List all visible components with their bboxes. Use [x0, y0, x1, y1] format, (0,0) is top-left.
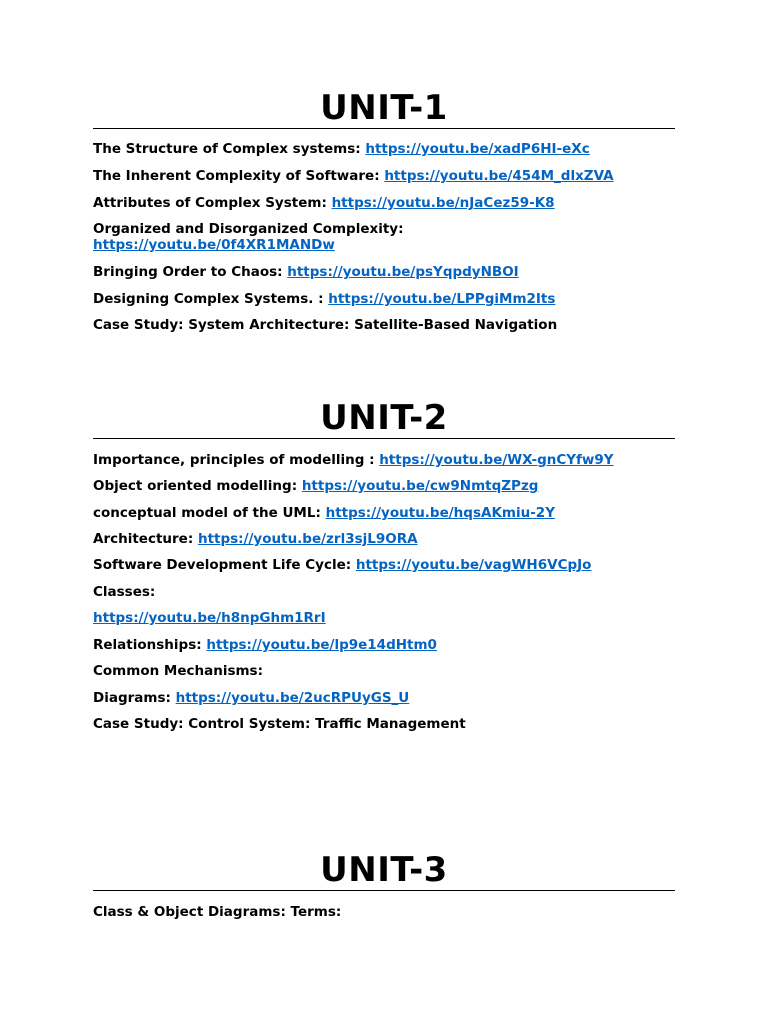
item-label: Organized and Disorganized Complexity:: [93, 221, 404, 237]
video-link[interactable]: https://youtu.be/0f4XR1MANDw: [93, 237, 335, 253]
unit-2-item-oo-modelling: [93, 478, 675, 494]
item-label: Class & Object Diagrams: Terms:: [93, 904, 342, 920]
video-link[interactable]: https://youtu.be/lp9e14dHtm0: [206, 637, 437, 653]
video-link[interactable]: https://youtu.be/vagWH6VCpJo: [355, 557, 592, 573]
unit-2-item-diagrams: [93, 690, 675, 706]
unit-1-item-organized-disorganized: [93, 221, 675, 237]
video-link[interactable]: https://youtu.be/2ucRPUyGS_U: [175, 690, 410, 706]
video-link[interactable]: https://youtu.be/cw9NmtqZPzg: [301, 478, 539, 494]
video-link[interactable]: https://youtu.be/454M_dlxZVA: [384, 168, 614, 184]
unit-1-item-case-study: [93, 317, 675, 333]
video-link[interactable]: https://youtu.be/xadP6HI-eXc: [365, 141, 590, 157]
unit-1-item-organized-disorganized-link: [93, 237, 675, 253]
unit-2-heading: UNIT-2: [320, 398, 448, 438]
item-label: Designing Complex Systems. :: [93, 291, 324, 307]
item-label: The Structure of Complex systems:: [93, 141, 361, 157]
item-label: Importance, principles of modelling :: [93, 452, 375, 468]
unit-1-divider: [93, 128, 675, 129]
video-link[interactable]: https://youtu.be/nJaCez59-K8: [331, 195, 555, 211]
unit-2-item-sdlc: [93, 557, 675, 573]
item-label: Software Development Life Cycle:: [93, 557, 352, 573]
item-label: Common Mechanisms:: [93, 663, 263, 679]
unit-1-item-structure: [93, 141, 675, 157]
unit-1-item-attributes: [93, 195, 675, 211]
item-label: The Inherent Complexity of Software:: [93, 168, 380, 184]
item-label: Diagrams:: [93, 690, 171, 706]
item-label: Bringing Order to Chaos:: [93, 264, 283, 280]
unit-2-item-relationships: [93, 637, 675, 653]
item-label: conceptual model of the UML:: [93, 505, 321, 521]
unit-1-item-inherent-complexity: [93, 168, 675, 184]
unit-1-heading: UNIT-1: [320, 88, 448, 128]
video-link[interactable]: https://youtu.be/h8npGhm1RrI: [93, 610, 326, 626]
video-link[interactable]: https://youtu.be/WX-gnCYfw9Y: [379, 452, 614, 468]
video-link[interactable]: https://youtu.be/hqsAKmiu-2Y: [325, 505, 555, 521]
unit-3-item-class-object-diagrams: [93, 904, 675, 920]
video-link[interactable]: https://youtu.be/LPPgiMm2Its: [328, 291, 556, 307]
unit-2-item-architecture: [93, 531, 675, 547]
unit-2-divider: [93, 438, 675, 439]
video-link[interactable]: https://youtu.be/zrl3sjL9ORA: [197, 531, 418, 547]
item-label: Attributes of Complex System:: [93, 195, 327, 211]
item-label: Classes:: [93, 584, 156, 600]
unit-2-item-importance: [93, 452, 675, 468]
unit-2-item-common-mechanisms: [93, 663, 675, 679]
unit-2-item-uml-model: [93, 505, 675, 521]
unit-1-item-designing: [93, 291, 675, 307]
item-label: Case Study: Control System: Traffic Management: [93, 716, 466, 732]
video-link[interactable]: https://youtu.be/psYqpdyNBOI: [287, 264, 519, 280]
unit-1-item-order-chaos: [93, 264, 675, 280]
item-label: Relationships:: [93, 637, 202, 653]
unit-2-item-classes: [93, 584, 675, 600]
unit-3-heading: UNIT-3: [320, 850, 448, 890]
item-label: Architecture:: [93, 531, 194, 547]
unit-3-divider: [93, 890, 675, 891]
item-label: Case Study: System Architecture: Satellite-Based Navigation: [93, 317, 558, 333]
unit-2-item-classes-link: [93, 610, 675, 626]
unit-2-item-case-study: [93, 716, 675, 732]
item-label: Object oriented modelling:: [93, 478, 298, 494]
